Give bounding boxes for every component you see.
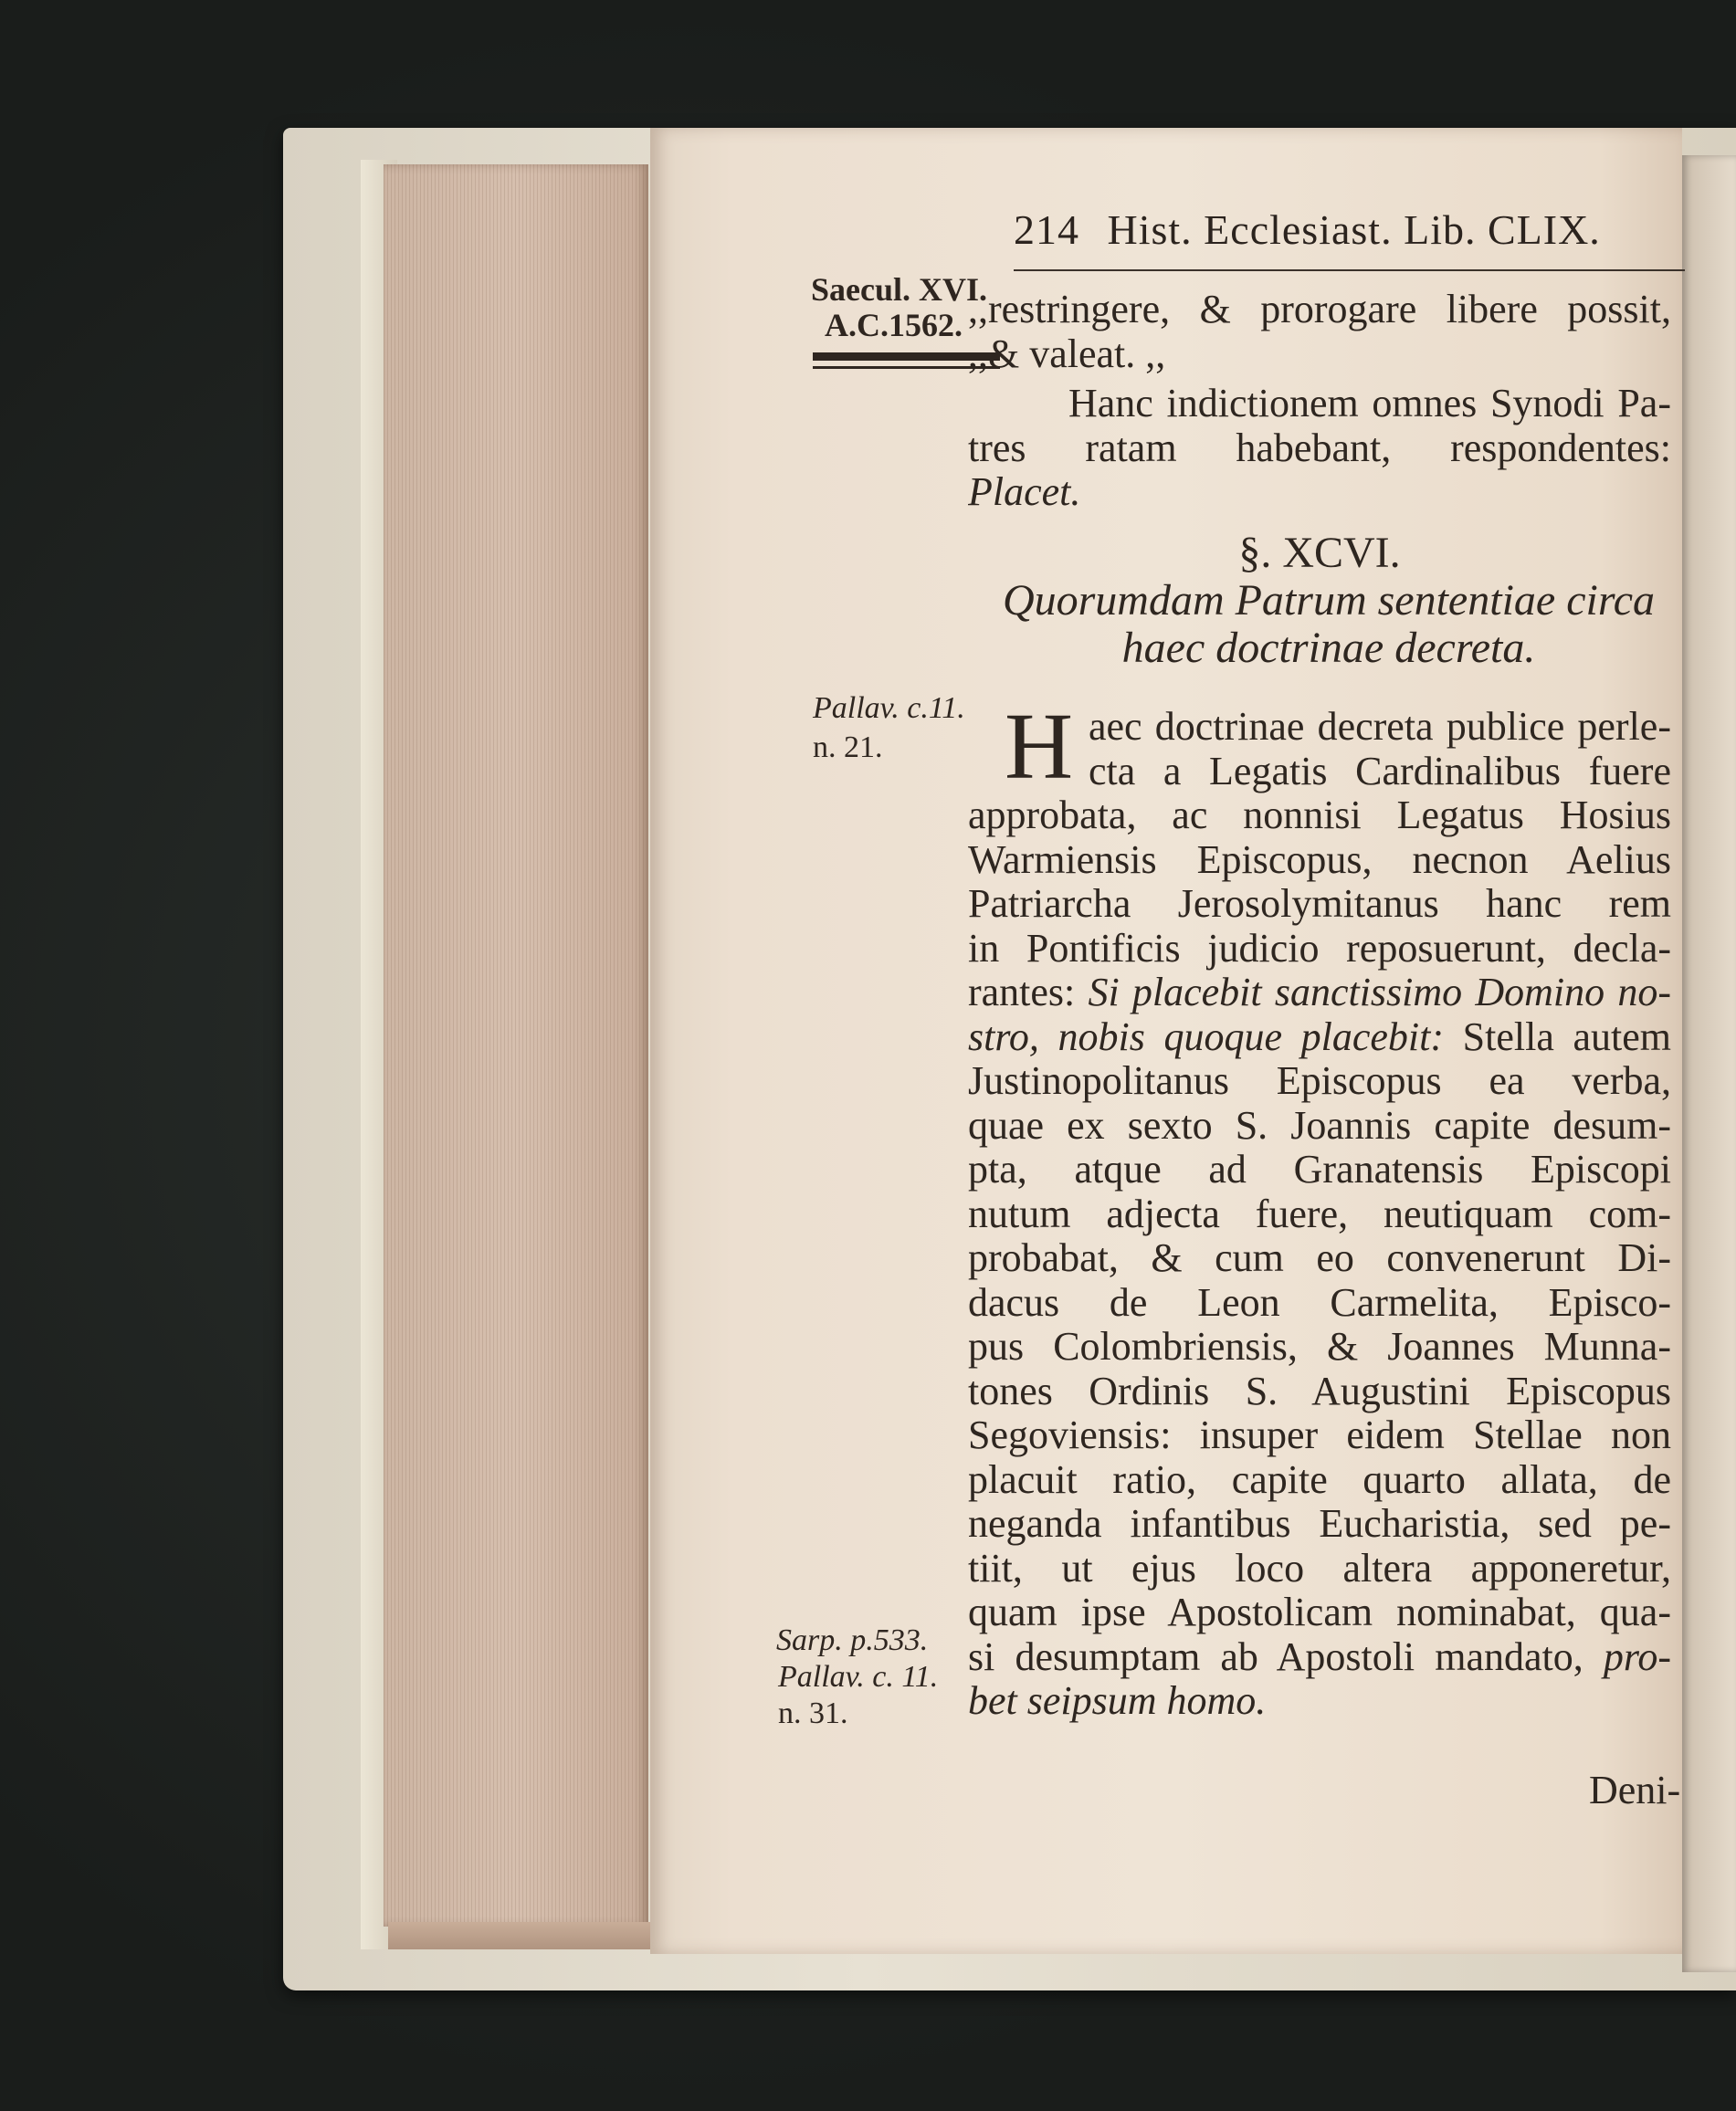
text-line: pta, atque ad Granatensis Episcopi: [968, 1148, 1671, 1192]
margin-note-pallav-1: Pallav. c.11.: [813, 691, 965, 725]
text-line: tones Ordinis S. Augustini Episcopus: [968, 1369, 1671, 1413]
text-line: tiit, ut ejus loco altera apponeretur,: [968, 1546, 1671, 1591]
text-line: Placet.: [968, 470, 1081, 514]
text-line: tres ratam habebant, respondentes:: [968, 425, 1671, 470]
section-title-line-1: Quorumdam Patrum sententiae circa: [1002, 576, 1656, 625]
header-rule: [1014, 269, 1685, 271]
text-line: Hanc indictionem omnes Synodi Pa-: [1068, 382, 1671, 425]
margin-note-anno: A.C.1562.: [825, 307, 963, 343]
drop-cap: H: [1005, 694, 1074, 799]
section-number: §. XCVI.: [1238, 529, 1401, 577]
page-edges: [384, 164, 648, 1927]
text-line: Warmiensis Episcopus, necnon Aelius: [968, 837, 1671, 882]
page-edges-bottom: [388, 1922, 662, 1949]
continued-quote: [968, 288, 1671, 376]
text-line: ,,restringere, & prorogare libere possit,: [968, 288, 1671, 331]
section-title-line-2: haec doctrinae decreta.: [1121, 624, 1536, 672]
margin-note-pallav-2: Pallav. c. 11.: [778, 1660, 939, 1694]
text-line: probabat, & cum eo convenerunt Di-: [968, 1236, 1671, 1280]
text-line: nutum adjecta fuere, neutiquam com-: [968, 1192, 1671, 1236]
text-line: approbata, ac nonnisi Legatus Hosius: [968, 793, 1671, 837]
text-line: aec doctrinae decreta publice perle-: [1089, 705, 1671, 749]
text-line: cta a Legatis Cardinalibus fuere: [1089, 749, 1671, 793]
text-line: stro, nobis quoque placebit: Stella autem: [968, 1014, 1671, 1059]
text-line: bet seipsum homo.: [968, 1679, 1267, 1723]
text-line: in Pontificis judicio reposuerunt, decla-: [968, 926, 1671, 971]
main-paragraph: [968, 694, 1671, 1724]
margin-note-pallav-2-num: n. 31.: [778, 1696, 848, 1730]
text-line: si desumptam ab Apostoli mandato, pro-: [968, 1634, 1671, 1679]
catchword: Deni-: [1589, 1768, 1681, 1812]
text-line: quam ipse Apostolicam nominabat, qua-: [968, 1591, 1671, 1634]
paragraph-placet: [968, 382, 1671, 515]
text-line: pus Colombriensis, & Joannes Munna-: [968, 1325, 1671, 1369]
text-line: rantes: Si placebit sanctissimo Domino no-: [968, 971, 1671, 1014]
text-line: quae ex sexto S. Joannis capite desum-: [968, 1103, 1671, 1148]
text-line: Patriarcha Jerosolymitanus hanc rem: [968, 882, 1671, 926]
text-line: Justinopolitanus Episcopus ea verba,: [968, 1059, 1671, 1103]
text-line: placuit ratio, capite quarto allata, de: [968, 1457, 1671, 1502]
running-header: [1014, 205, 1657, 254]
running-title: Hist. Ecclesiast. Lib. CLIX.: [1107, 206, 1601, 253]
margin-note-pallav-1-num: n. 21.: [813, 730, 883, 764]
text-line: neganda infantibus Eucharistia, sed pe-: [968, 1502, 1671, 1546]
text-line: ,,& valeat. ,,: [968, 331, 1166, 376]
facing-page-edge: [1682, 155, 1736, 1972]
page-number: 214: [1014, 206, 1079, 253]
text-line: dacus de Leon Carmelita, Episco-: [968, 1280, 1671, 1325]
text-line: Segoviensis: insuper eidem Stellae non: [968, 1413, 1671, 1457]
margin-note-saeculum: Saecul. XVI.: [811, 271, 988, 308]
margin-note-sarp: Sarp. p.533.: [776, 1623, 929, 1657]
